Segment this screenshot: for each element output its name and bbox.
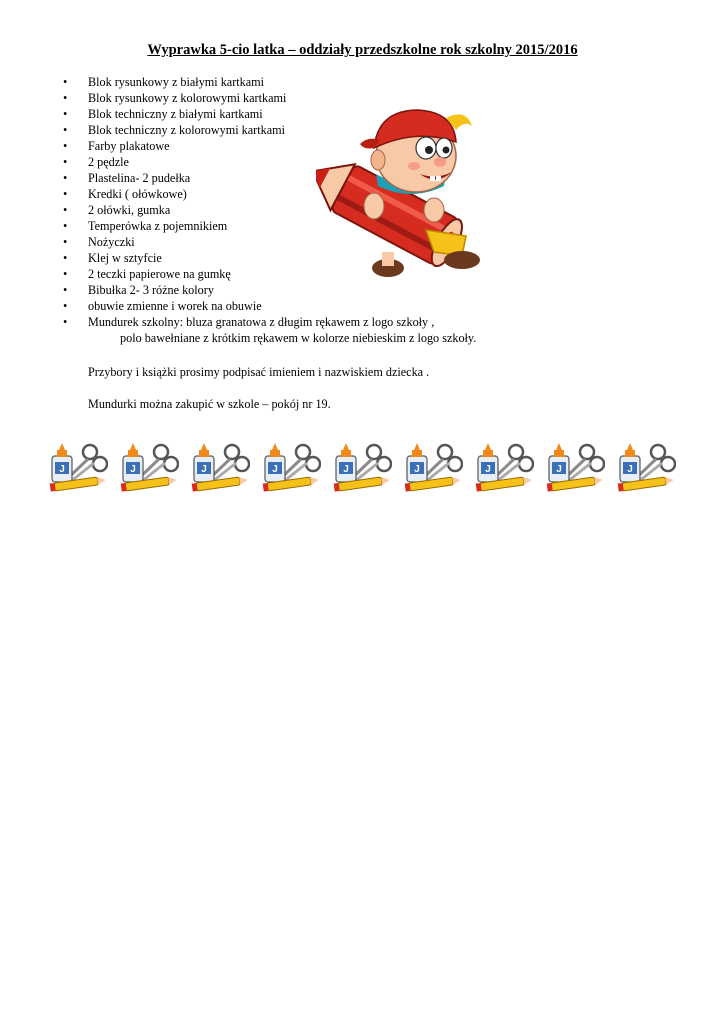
list-item: [60, 74, 660, 90]
list-item-text: Blok rysunkowy z białymi kartkami: [88, 75, 265, 89]
bullet: •: [63, 171, 68, 185]
list-item-text: obuwie zmienne i worek na obuwie: [88, 299, 262, 313]
cartoon-boy-with-pencil-icon: [316, 106, 486, 282]
list-item: [60, 90, 660, 106]
bullet: •: [63, 187, 68, 201]
bullet: •: [63, 299, 68, 313]
list-item-text: Nożyczki: [88, 235, 135, 249]
list-item: [60, 298, 660, 314]
school-supplies-clipart-icon: [44, 440, 108, 492]
note-label-books: Przybory i książki prosimy podpisać imieniem i nazwiskiem dziecka .: [88, 365, 430, 379]
school-supplies-clipart-icon: [186, 440, 250, 492]
decorative-border: [44, 440, 684, 492]
list-item-text: Kredki ( ołówkowe): [88, 187, 187, 201]
bullet: •: [63, 251, 68, 265]
bullet: •: [63, 235, 68, 249]
bullet: •: [63, 139, 68, 153]
bullet: •: [63, 75, 68, 89]
list-item-text: 2 teczki papierowe na gumkę: [88, 267, 231, 281]
list-item-text: Temperówka z pojemnikiem: [88, 219, 228, 233]
bullet: •: [63, 267, 68, 281]
list-item: [60, 282, 660, 298]
school-supplies-clipart-icon: [612, 440, 676, 492]
list-item-text: Bibułka 2- 3 różne kolory: [88, 283, 214, 297]
list-item-text: Plastelina- 2 pudełka: [88, 171, 191, 185]
bullet: •: [63, 91, 68, 105]
bullet: •: [63, 203, 68, 217]
list-item-text: 2 ołówki, gumka: [88, 203, 171, 217]
school-supplies-clipart-icon: [115, 440, 179, 492]
list-item-text: Blok techniczny z kolorowymi kartkami: [88, 123, 285, 137]
list-item-text: 2 pędzle: [88, 155, 129, 169]
bullet: •: [63, 155, 68, 169]
bullet: •: [63, 283, 68, 297]
list-item-text: Klej w sztyfcie: [88, 251, 162, 265]
school-supplies-clipart-icon: [399, 440, 463, 492]
school-supplies-clipart-icon: [541, 440, 605, 492]
note-uniforms: Mundurki można zakupić w szkole – pokój nr 19.: [88, 397, 331, 411]
bullet: •: [63, 107, 68, 121]
list-item: [60, 314, 660, 346]
page-title: Wyprawka 5-cio latka – oddziały przedszkolne rok szkolny 2015/2016: [147, 42, 578, 58]
list-item-text: Blok techniczny z białymi kartkami: [88, 107, 263, 121]
bullet: •: [63, 315, 68, 329]
list-item-text: Mundurek szkolny: bluza granatowa z długim rękawem z logo szkoły ,: [88, 315, 435, 329]
school-supplies-clipart-icon: [328, 440, 392, 492]
school-supplies-clipart-icon: [257, 440, 321, 492]
list-item-continuation: polo bawełniane z krótkim rękawem w kolorze niebieskim z logo szkoły.: [120, 331, 477, 345]
bullet: •: [63, 219, 68, 233]
bullet: •: [63, 123, 68, 137]
list-item-text: Blok rysunkowy z kolorowymi kartkami: [88, 91, 287, 105]
list-item-text: Farby plakatowe: [88, 139, 170, 153]
school-supplies-clipart-icon: [470, 440, 534, 492]
